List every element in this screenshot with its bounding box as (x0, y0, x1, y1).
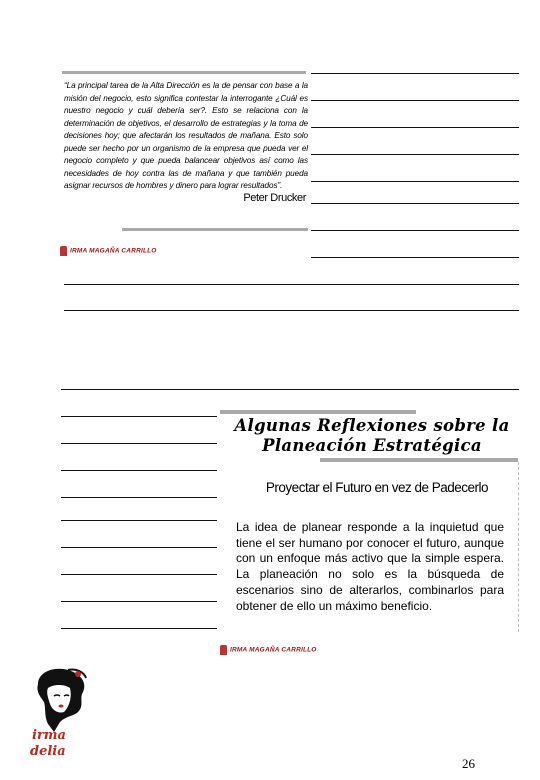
brand-signature (60, 246, 157, 256)
section-body: La idea de planear responde a la inquietud que tiene el ser humano por conocer el futuro, aunque con un enfoque más activo que la simple espera. La planeación no solo es la búsqueda de escenarios sino de alterarlos, combinarlos para obtener de ello un máximo beneficio. (236, 520, 504, 613)
quote-top-divider (62, 71, 306, 74)
writing-line (61, 547, 217, 548)
writing-line (61, 416, 217, 417)
geisha-face-icon (24, 666, 100, 770)
writing-line (61, 601, 217, 602)
title-top-divider (220, 410, 416, 414)
writing-line (61, 574, 217, 575)
brand-signature-label: IRMA MAGAÑA CARRILLO (70, 247, 157, 255)
logo-name-line2: delia (30, 744, 66, 759)
writing-line (311, 127, 519, 128)
writing-line (311, 100, 519, 101)
page-number: 26 (462, 756, 475, 771)
brand-signature (220, 645, 317, 655)
writing-line (61, 443, 217, 444)
writing-line (64, 310, 519, 311)
logo-name-line1: irma (32, 728, 66, 743)
writing-line (311, 257, 519, 258)
brand-mark-icon (220, 645, 227, 655)
writing-line (311, 73, 519, 74)
writing-line (61, 389, 519, 390)
quote-text: “La principal tarea de la Alta Dirección es la de pensar con base a la misión del negocio, esto significa contestar la interrogante ¿Cuál es nuestro negocio y cuál debería ser?. Esto se relaciona con la determinación de objetivos, el desarrollo de estrategias y la toma de decisiones hoy; que afectarán los resultados de mañana. Esto solo puede ser hecho por un organismo de la empresa que pueda ver el negocio completo y que pueda balancear objetivos así como las necesidades de hoy contra las de mañana y que también pueda asignar recursos de hombres y dinero para lograr resultados”. (64, 81, 308, 190)
writing-line (311, 154, 519, 155)
brand-mark-icon (60, 246, 67, 256)
writing-line (61, 628, 217, 629)
writing-line (61, 520, 217, 521)
writing-line (311, 230, 519, 231)
section-subtitle: Proyectar el Futuro en vez de Padecerlo (265, 480, 489, 495)
geisha-face-icon-graphic (24, 666, 100, 736)
writing-line (64, 284, 519, 285)
brand-signature-label: IRMA MAGAÑA CARRILLO (230, 646, 317, 654)
writing-line (311, 203, 519, 204)
writing-line (311, 181, 519, 182)
writing-line (61, 470, 217, 471)
section-right-border (518, 462, 519, 632)
section-title (222, 416, 522, 456)
quote-author: Peter Drucker (243, 192, 306, 204)
quote-bottom-divider (122, 228, 308, 231)
writing-line (61, 497, 217, 498)
title-bottom-divider (320, 458, 518, 462)
section-title-line2: Planeación Estratégica (262, 436, 482, 455)
section-title-line1: Algunas Reflexiones sobre la (234, 416, 510, 435)
